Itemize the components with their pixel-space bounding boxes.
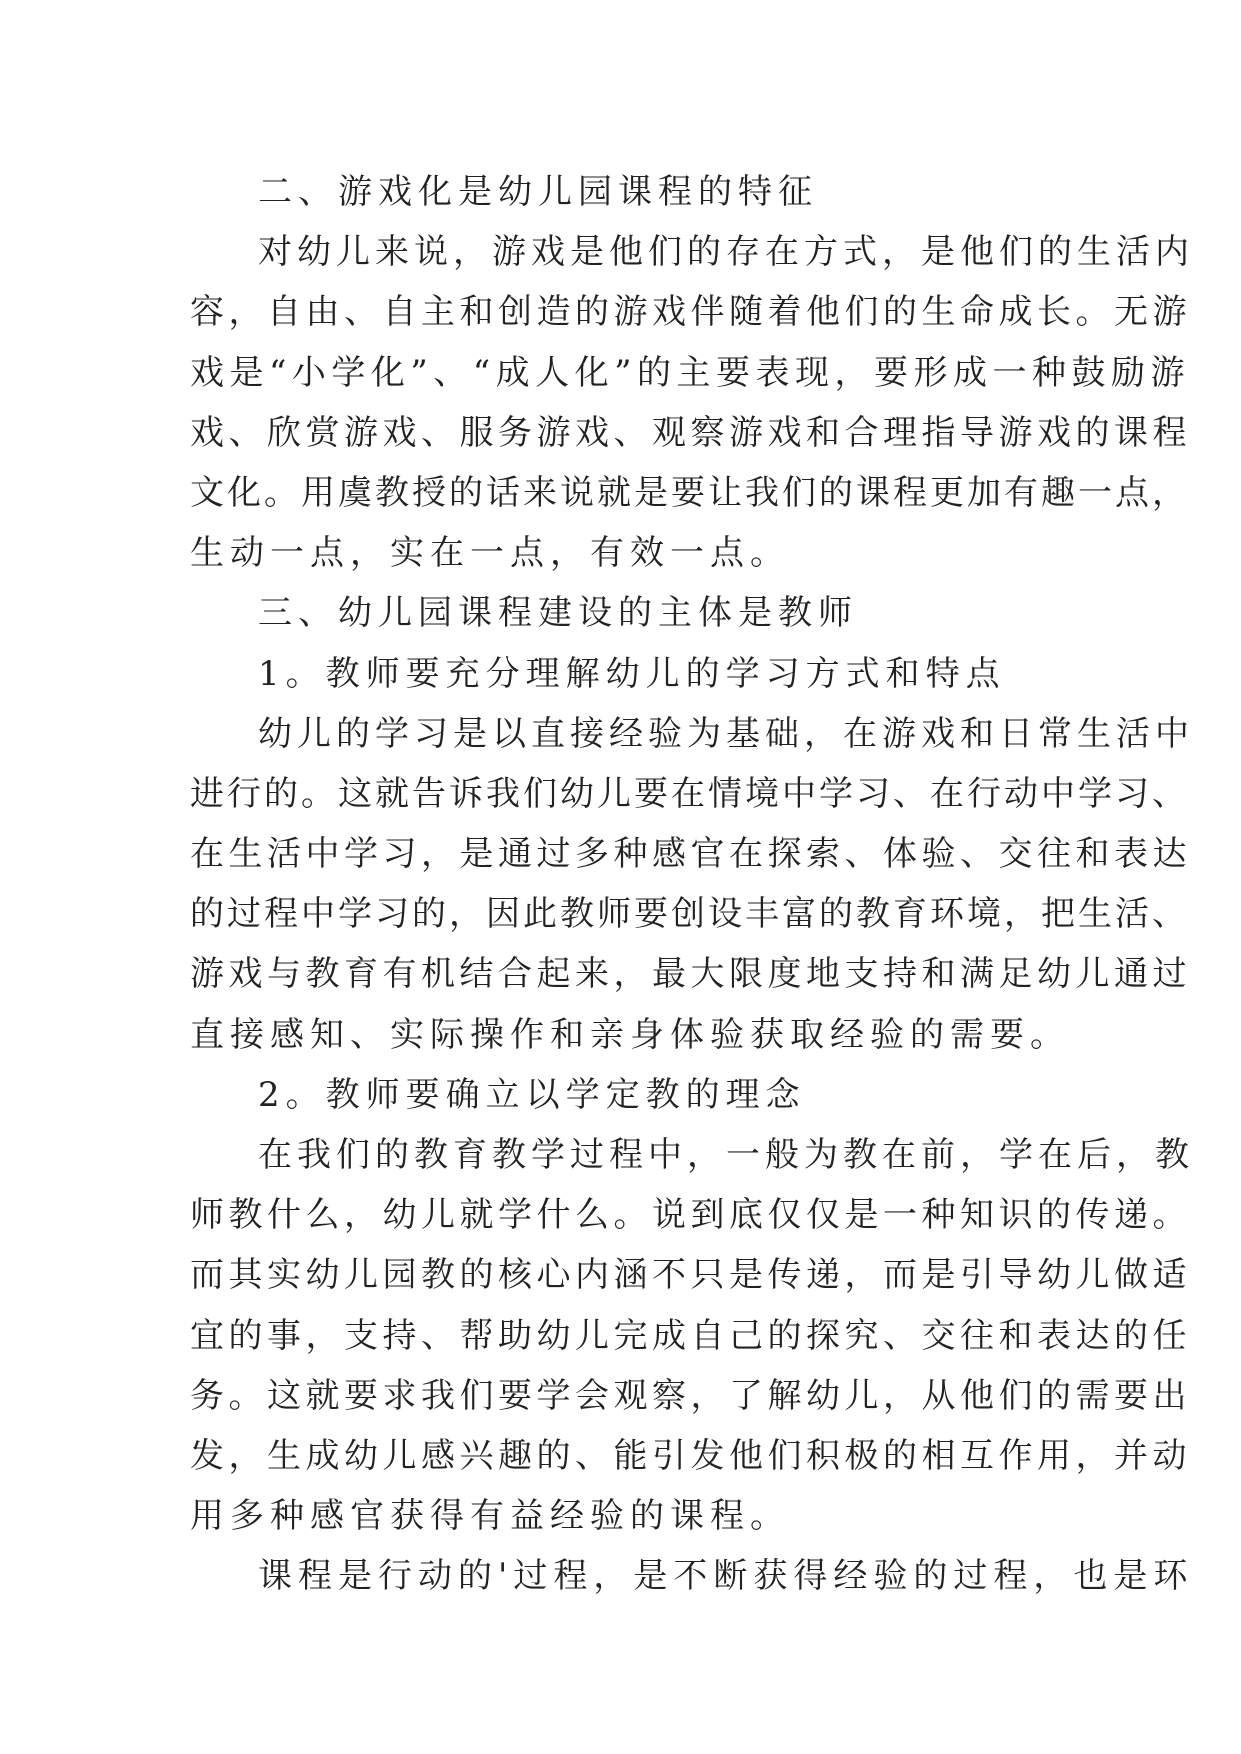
text-line: 直接感知、实际操作和亲身体验获取经验的需要。: [190, 1014, 1070, 1055]
text-line: 生动一点，实在一点，有效一点。: [190, 533, 790, 574]
text-line: 师教什么，幼儿就学什么。说到底仅仅是一种知识的传递。: [190, 1195, 1191, 1236]
text-line: 幼儿的学习是以直接经验为基础，在游戏和日常生活中: [258, 713, 1194, 754]
text-line: 游戏与教育有机结合起来，最大限度地支持和满足幼儿通过: [190, 954, 1191, 995]
text-line: 而其实幼儿园教的核心内涵不只是传递，而是引导幼儿做适: [190, 1255, 1191, 1296]
text-line: 发，生成幼儿感兴趣的、能引发他们积极的相互作用，并动: [190, 1435, 1191, 1476]
text-line: 进行的。这就告诉我们幼儿要在情境中学习、在行动中学习、: [190, 773, 1189, 814]
text-line: 1。教师要充分理解幼儿的学习方式和特点: [258, 653, 1006, 694]
text-line: 戏是“小学化”、“成人化”的主要表现，要形成一种鼓励游: [190, 352, 1191, 393]
text-line: 容，自由、自主和创造的游戏伴随着他们的生命成长。无游: [190, 292, 1191, 333]
text-line: 用多种感官获得有益经验的课程。: [190, 1496, 790, 1537]
text-line: 对幼儿来说，游戏是他们的存在方式，是他们的生活内: [258, 232, 1194, 273]
text-line: 2。教师要确立以学定教的理念: [258, 1074, 806, 1115]
document-body: [190, 162, 1194, 1607]
text-line: 务。这就要求我们要学会观察，了解幼儿，从他们的需要出: [190, 1375, 1191, 1416]
text-line: 的过程中学习的，因此教师要创设丰富的教育环境，把生活、: [190, 894, 1189, 935]
text-line: 课程是行动的'过程，是不断获得经验的过程，也是环: [258, 1556, 1194, 1597]
text-line: 在我们的教育教学过程中，一般为教在前，学在后，教: [258, 1135, 1194, 1175]
text-line: 在生活中学习，是通过多种感官在探索、体验、交往和表达: [190, 834, 1191, 875]
text-line: 三、幼儿园课程建设的主体是教师: [258, 593, 858, 634]
text-line: 文化。用虞教授的话来说就是要让我们的课程更加有趣一点，: [190, 472, 1189, 513]
text-line: 二、游戏化是幼儿园课程的特征: [258, 172, 818, 212]
text-line: 宜的事，支持、帮助幼儿完成自己的探究、交往和表达的任: [190, 1315, 1191, 1356]
text-line: 戏、欣赏游戏、服务游戏、观察游戏和合理指导游戏的课程: [190, 412, 1191, 453]
